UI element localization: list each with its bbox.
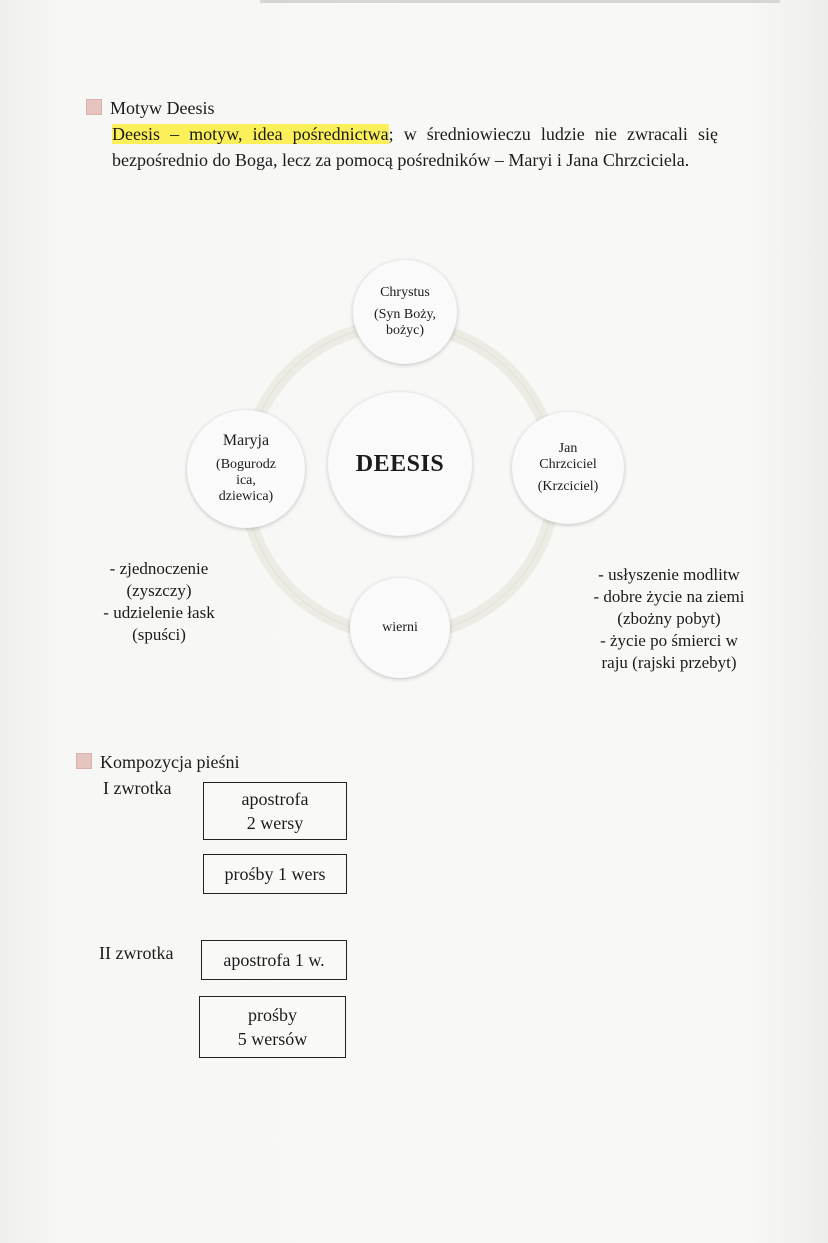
box-text: 2 wersy (246, 813, 304, 833)
zwrotka2-label: II zwrotka (99, 943, 174, 963)
zwrotka2-prosby-box (199, 996, 346, 1058)
box-text: prośby (248, 1005, 297, 1025)
left-request-item: - zjednoczenie (109, 559, 209, 578)
box-text: 5 wersów (237, 1029, 308, 1049)
node-maryja-line1: Maryja (222, 432, 270, 449)
node-wierni-label: wierni (382, 620, 418, 635)
zwrotka2-apostrofa-box (201, 940, 347, 980)
node-jan-line3: (Krzciciel) (537, 479, 599, 494)
paragraph-rest: ; w średniowieczu ludzie nie zwracali się bezpośrednio do Boga, lecz za pomocą pośredników – Maryi i Jana Chrzciciela. (112, 124, 718, 170)
deesis-heading-text: Motyw Deesis (110, 98, 215, 118)
box-text: apostrofa 1 w. (223, 950, 325, 970)
node-jan-line1: Jan (558, 441, 578, 456)
left-request-item: - udzielenie łask (103, 603, 215, 622)
square-bullet-icon (76, 753, 92, 769)
zwrotka1-apostrofa-box (203, 782, 347, 840)
right-request-item: - dobre życie na ziemi (593, 587, 745, 606)
right-request-item: raju (rajski przebyt) (601, 653, 737, 672)
right-requests (574, 564, 764, 674)
node-wierni (350, 578, 450, 678)
right-request-item: - życie po śmierci w (600, 631, 738, 650)
left-request-item: (zyszczy) (126, 581, 192, 600)
center-circle-deesis (328, 392, 472, 536)
box-text: apostrofa (241, 789, 309, 809)
center-label: DEESIS (355, 450, 445, 477)
node-maryja-line3: ica, (236, 473, 256, 488)
node-chrystus-line3: bożyc) (385, 323, 425, 338)
node-chrystus-line1: Chrystus (380, 285, 430, 300)
node-jan (512, 412, 624, 524)
node-maryja-line2: (Bogurodz (216, 457, 276, 472)
zwrotka1-prosby-box (203, 854, 347, 894)
right-request-item: (zbożny pobyt) (617, 609, 721, 628)
zwrotka1-label: I zwrotka (103, 778, 172, 798)
kompozycja-heading (76, 752, 239, 773)
highlighted-definition: Deesis – motyw, idea pośrednictwa (112, 124, 389, 144)
node-chrystus-line2: (Syn Boży, (373, 307, 437, 322)
kompozycja-heading-text: Kompozycja pieśni (100, 752, 240, 772)
node-maryja-line4: dziewica) (218, 489, 274, 504)
left-requests (86, 558, 232, 646)
node-jan-line2: Chrzciciel (539, 457, 597, 472)
box-text: prośby 1 wers (224, 864, 326, 884)
left-request-item: (spuści) (132, 625, 186, 644)
node-chrystus (353, 260, 457, 364)
right-request-item: - usłyszenie modlitw (598, 565, 740, 584)
node-maryja (187, 410, 305, 528)
